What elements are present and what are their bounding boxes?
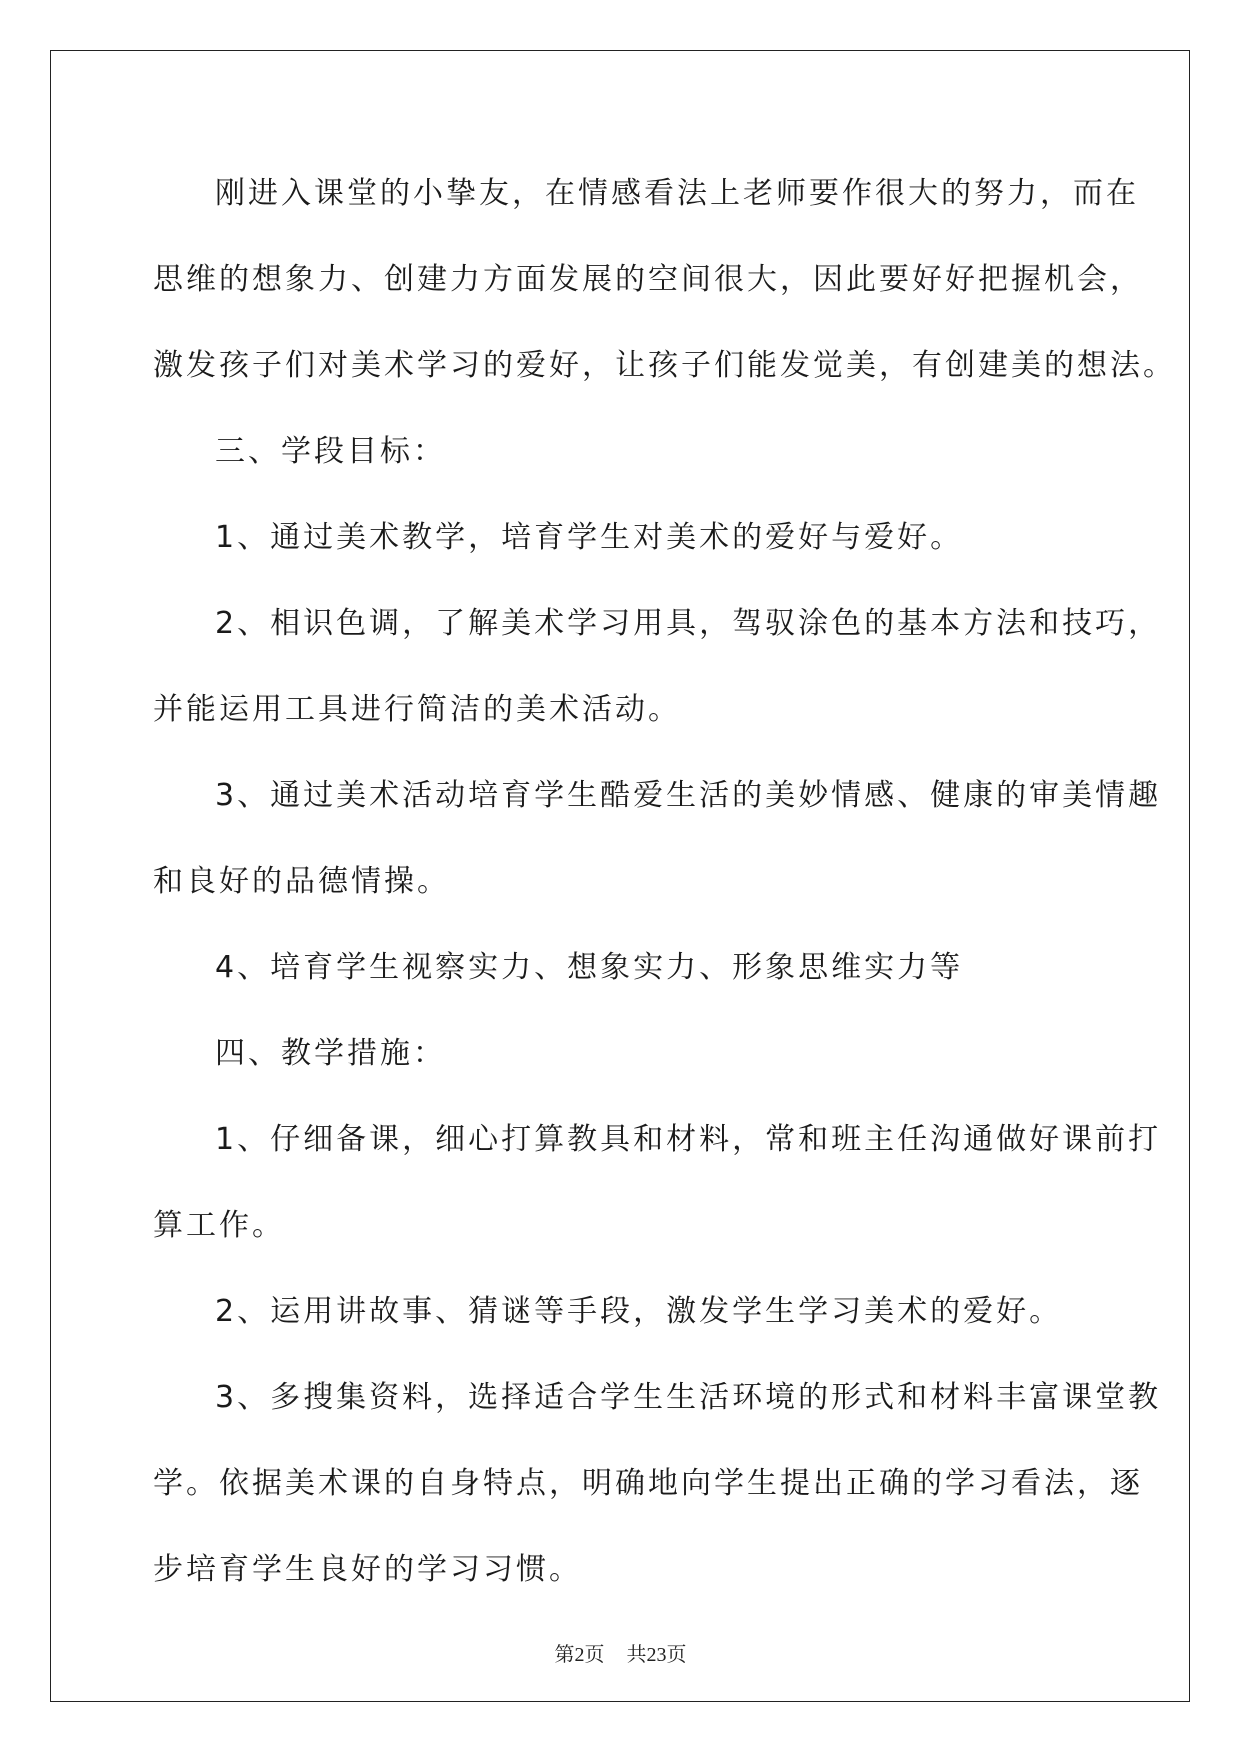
list-item: 1、仔细备课，细心打算教具和材料，常和班主任沟通做好课前打 xyxy=(215,1122,1162,1157)
list-item: 2、运用讲故事、猜谜等手段，激发学生学习美术的爱好。 xyxy=(215,1294,1063,1329)
page-total: 共23页 xyxy=(626,1644,687,1666)
section-heading: 四、教学措施： xyxy=(215,1036,446,1071)
list-item: 4、培育学生视察实力、想象实力、形象思维实力等 xyxy=(215,950,964,985)
list-item-continuation: 并能运用工具进行简洁的美术活动。 xyxy=(153,692,681,727)
paragraph-line: 刚进入课堂的小挚友，在情感看法上老师要作很大的努力，而在 xyxy=(215,176,1139,211)
list-item: 1、通过美术教学，培育学生对美术的爱好与爱好。 xyxy=(215,520,964,555)
list-item: 3、多搜集资料，选择适合学生生活环境的形式和材料丰富课堂教 xyxy=(215,1380,1162,1415)
paragraph-line: 激发孩子们对美术学习的爱好，让孩子们能发觉美，有创建美的想法。 xyxy=(153,348,1176,383)
paragraph-line: 思维的想象力、创建力方面发展的空间很大，因此要好好把握机会， xyxy=(153,262,1143,297)
list-item-continuation: 学。依据美术课的自身特点，明确地向学生提出正确的学习看法，逐 xyxy=(153,1466,1143,1501)
page-number: 第2页 xyxy=(554,1644,605,1666)
list-item: 2、相识色调，了解美术学习用具，驾驭涂色的基本方法和技巧， xyxy=(215,606,1162,641)
list-item: 3、通过美术活动培育学生酷爱生活的美妙情感、健康的审美情趣 xyxy=(215,778,1162,813)
list-item-continuation: 步培育学生良好的学习习惯。 xyxy=(153,1552,582,1587)
list-item-continuation: 算工作。 xyxy=(153,1208,285,1243)
document-body xyxy=(153,166,1176,1628)
list-item-continuation: 和良好的品德情操。 xyxy=(153,864,450,899)
section-heading: 三、学段目标： xyxy=(215,434,446,469)
page-footer xyxy=(0,1638,1241,1667)
